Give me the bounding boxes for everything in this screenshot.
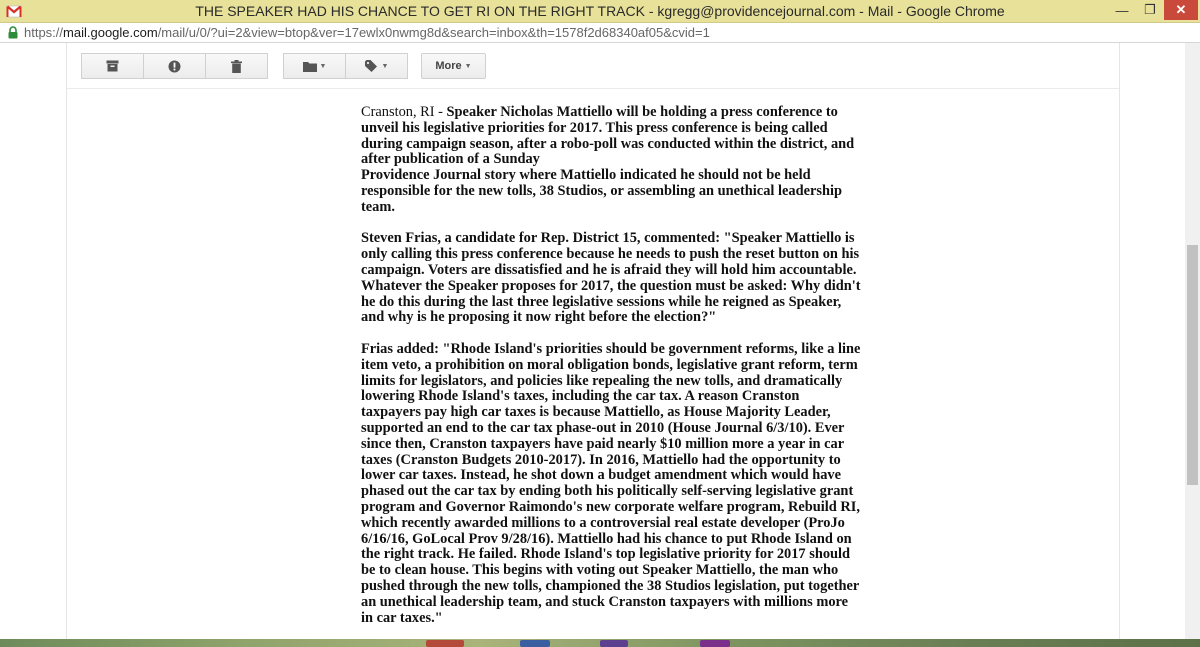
close-button[interactable]: ✕	[1164, 0, 1198, 20]
message-view	[66, 43, 1120, 639]
report-spam-icon	[168, 60, 181, 73]
report-spam-button[interactable]	[144, 53, 206, 79]
taskbar	[0, 639, 1200, 647]
delete-button[interactable]	[206, 53, 268, 79]
archive-button[interactable]	[81, 53, 144, 79]
email-paragraph-text: Providence Journal story where Mattiello indicated he should not be held responsible for the new tolls, 38 Studios, or assembling an unethical leadership team.	[361, 167, 842, 215]
chevron-down-icon: ▼	[464, 62, 472, 70]
chevron-down-icon: ▼	[381, 62, 389, 70]
gmail-content	[0, 43, 1200, 639]
taskbar-app[interactable]	[520, 640, 550, 647]
message-toolbar	[67, 43, 1119, 89]
email-paragraph-text: Steven Frias, a candidate for Rep. District 15, commented: "Speaker Mattiello is only calling this press conference because he needs to push the reset button on his campaign. Voters are dissatisfied and he is afraid they will hold him accountable. Whatever the Speaker proposes for 2017, the question must be asked: Why didn't he do this during the last three legislative sessions while he reigned as Speaker, and why is he proposing it now right before the election?"	[361, 230, 861, 326]
email-paragraph-text: Frias added: "Rhode Island's priorities should be government reforms, like a line item veto, a prohibition on moral obligation bonds, legislative grant reform, term limits for legislators, and policies like repealing the new tolls, and dramatically lowering Rhode Island's taxes, including the car tax. A reason Cranston taxpayers pay high car taxes is because Mattiello, as House Majority Leader, supported an end to the car tax phase-out in 2010 (House Journal 6/3/10). Ever since then, Cranston taxpayers have paid nearly $10 million more a year in car taxes (Cranston Budgets 2010-2017). In 2016, Mattiello had the opportunity to lower car taxes. Instead, he shot down a budget amendment which would have phased out the car tax by ending both his politically self-serving legislative grant program and Governor Raimondo's new corporate welfare program, Rebuild RI, which recently awarded millions to a controversial real estate developer (ProJo 6/16/16, GoLocal Prov 9/28/16). Mattiello had his chance to put Rhode Island on the right track. He failed. Rhode Island's top legislative priority for 2017 should be to clean house. This begins with voting out Speaker Mattiello, the man who pushed through the new tolls, championed the 38 Studios legislation, put together an unethical leadership team, and stuck Cranston taxpayers with millions more in car taxes."	[361, 340, 861, 626]
window-title: THE SPEAKER HAD HIS CHANCE TO GET RI ON THE RIGHT TRACK - kgregg@providencejournal.com - Mail - Google Chrome	[195, 3, 1005, 19]
minimize-button[interactable]: —	[1115, 2, 1129, 18]
taskbar-app[interactable]	[700, 640, 730, 647]
url-host: mail.google.com	[63, 25, 158, 40]
more-button-label: More	[435, 60, 462, 72]
taskbar-app-chrome[interactable]	[426, 640, 464, 647]
move-to-folder-icon	[303, 61, 317, 72]
taskbar-app[interactable]	[600, 640, 628, 647]
action-button-group	[81, 53, 268, 79]
email-body	[361, 105, 861, 642]
url-scheme: https://	[24, 25, 64, 40]
labels-button[interactable]	[346, 53, 408, 79]
vertical-scrollbar[interactable]	[1185, 43, 1200, 639]
delete-icon	[231, 60, 242, 73]
organize-button-group	[283, 53, 408, 79]
labels-icon	[365, 60, 379, 72]
email-paragraph	[361, 105, 861, 216]
email-paragraph	[361, 231, 861, 326]
chevron-down-icon: ▼	[319, 62, 327, 70]
scrollbar-thumb[interactable]	[1187, 245, 1198, 485]
email-paragraph	[361, 342, 861, 626]
url-text[interactable]	[24, 25, 710, 40]
address-bar[interactable]	[0, 23, 1200, 43]
email-dateline: Cranston, RI -	[361, 104, 447, 120]
lock-icon	[7, 26, 19, 39]
move-to-button[interactable]	[283, 53, 346, 79]
window-title-bar[interactable]	[0, 0, 1200, 23]
more-button[interactable]	[421, 53, 486, 79]
url-path: /mail/u/0/?ui=2&view=btop&ver=17ewlx0nwmg8d&search=inbox&th=1578f2d68340af05&cvid=1	[157, 25, 710, 40]
email-paragraph-text: Speaker Nicholas Mattiello will be holding a press conference to unveil his legislative priorities for 2017. This press conference is being called during campaign season, after a robo-poll was conducted within the district, and after publication of a Sunday	[361, 104, 855, 168]
maximize-button[interactable]: ❐	[1144, 2, 1156, 17]
archive-icon	[106, 60, 119, 72]
